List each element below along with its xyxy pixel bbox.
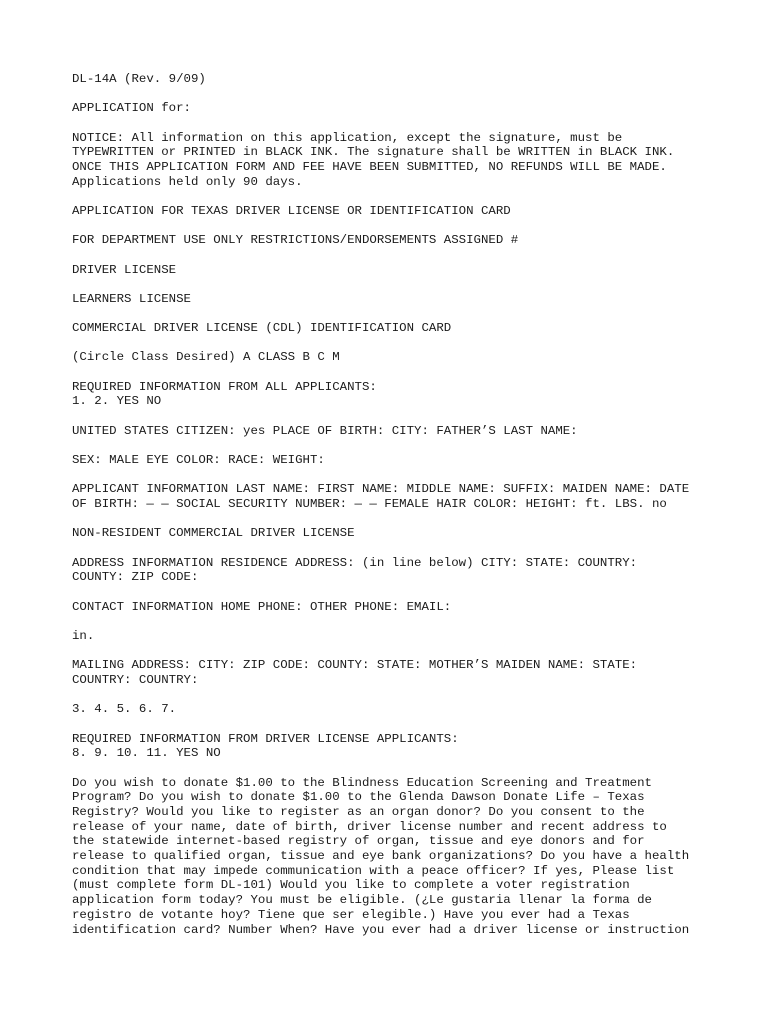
required-dl-applicants	[72, 732, 712, 761]
address-info-line: COUNTY: ZIP CODE:	[72, 570, 199, 585]
question-line: registro de votante hoy? Tiene que ser elegible.) Have you ever had a Texas	[72, 907, 630, 922]
applicant-info-line: OF BIRTH: — — SOCIAL SECURITY NUMBER: — — FEMALE HAIR COLOR: HEIGHT: ft. LBS. no	[72, 497, 667, 512]
driver-license-option: DRIVER LICENSE	[72, 262, 177, 277]
question-line: condition that may impede communication with a peace officer? If yes, Please list	[72, 863, 675, 878]
section-heading: REQUIRED INFORMATION FROM ALL APPLICANTS:	[72, 379, 377, 394]
mailing-address-line: COUNTRY: COUNTRY:	[72, 672, 199, 687]
question-numbers: 8. 9. 10. 11. YES NO	[72, 746, 221, 761]
question-line: release of your name, date of birth, driver license number and recent address to	[72, 819, 667, 834]
notice-line: ONCE THIS APPLICATION FORM AND FEE HAVE BEEN SUBMITTED, NO REFUNDS WILL BE MADE.	[72, 160, 667, 174]
notice-paragraph	[72, 131, 712, 190]
application-for-heading: APPLICATION for:	[72, 101, 191, 116]
contact-information: CONTACT INFORMATION HOME PHONE: OTHER PHONE: EMAIL:	[72, 599, 452, 614]
document-body	[72, 72, 712, 952]
question-line: Registry? Would you like to register as an organ donor? Do you consent to the	[72, 804, 645, 819]
citizen-birthplace-line: UNITED STATES CITIZEN: yes PLACE OF BIRTH: CITY: FATHER’S LAST NAME:	[72, 423, 578, 438]
question-line: (must complete form DL-101) Would you like to complete a voter registration	[72, 878, 630, 893]
form-title: APPLICATION FOR TEXAS DRIVER LICENSE OR IDENTIFICATION CARD	[72, 204, 511, 218]
learners-license-option: LEARNERS LICENSE	[72, 291, 191, 306]
questions-paragraph	[72, 776, 712, 938]
notice-line: NOTICE: All information on this application, except the signature, must be	[72, 130, 623, 145]
question-line: identification card? Number When? Have you ever had a driver license or instruction	[72, 922, 690, 937]
non-resident-cdl: NON-RESIDENT COMMERCIAL DRIVER LICENSE	[72, 526, 355, 541]
sex-eye-race-line: SEX: MALE EYE COLOR: RACE: WEIGHT:	[72, 453, 325, 468]
question-numbers: 1. 2. YES NO	[72, 394, 162, 409]
applicant-information	[72, 482, 712, 511]
circle-class-line: (Circle Class Desired) A CLASS B C M	[72, 350, 340, 365]
required-all-applicants	[72, 380, 712, 409]
department-use-only: FOR DEPARTMENT USE ONLY RESTRICTIONS/ENDORSEMENTS ASSIGNED #	[72, 233, 519, 248]
question-line: Program? Do you wish to donate $1.00 to the Glenda Dawson Donate Life – Texas	[72, 790, 645, 805]
question-line: release to qualified organ, tissue and eye bank organizations? Do you have a health	[72, 849, 690, 864]
applicant-info-line: APPLICANT INFORMATION LAST NAME: FIRST NAME: MIDDLE NAME: SUFFIX: MAIDEN NAME: DATE	[72, 482, 690, 497]
section-heading: REQUIRED INFORMATION FROM DRIVER LICENSE APPLICANTS:	[72, 731, 459, 746]
question-line: the statewide internet-based registry of organ, tissue and eye donors and for	[72, 834, 645, 849]
question-numbers-3-7: 3. 4. 5. 6. 7.	[72, 702, 177, 717]
address-information	[72, 556, 712, 585]
mailing-address	[72, 658, 712, 687]
mailing-address-line: MAILING ADDRESS: CITY: ZIP CODE: COUNTY: STATE: MOTHER’S MAIDEN NAME: STATE:	[72, 658, 638, 673]
notice-line: Applications held only 90 days.	[72, 174, 303, 189]
notice-line: TYPEWRITTEN or PRINTED in BLACK INK. The signature shall be WRITTEN in BLACK INK.	[72, 145, 675, 160]
form-id: DL-14A (Rev. 9/09)	[72, 72, 206, 86]
address-info-line: ADDRESS INFORMATION RESIDENCE ADDRESS: (in line below) CITY: STATE: COUNTRY:	[72, 555, 638, 570]
question-line: application form today? You must be eligible. (¿Le gustaria llenar la forma de	[72, 893, 652, 908]
inches-label: in.	[72, 628, 95, 643]
cdl-id-option: COMMERCIAL DRIVER LICENSE (CDL) IDENTIFICATION CARD	[72, 321, 452, 336]
question-line: Do you wish to donate $1.00 to the Blindness Education Screening and Treatment	[72, 775, 652, 790]
